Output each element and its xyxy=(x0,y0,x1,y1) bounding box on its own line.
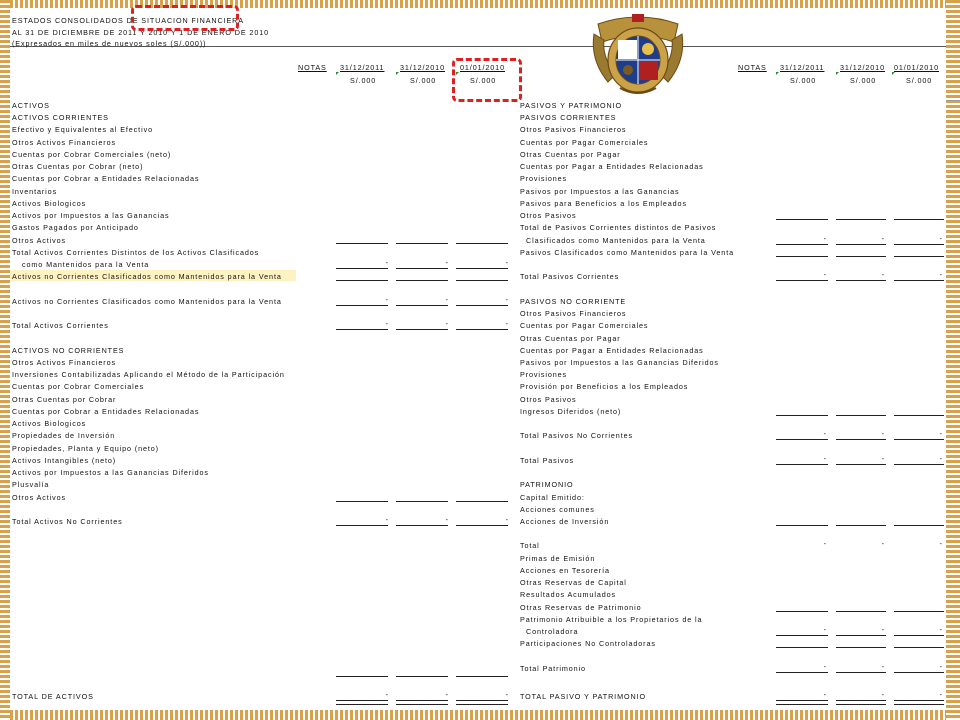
value-underline xyxy=(836,611,886,612)
left-row-label: Otras Cuentas por Cobrar (neto) xyxy=(12,162,144,171)
right-row-label: Acciones en Tesorería xyxy=(520,566,610,575)
value-underline xyxy=(776,219,828,220)
left-row-label: Total Activos Corrientes Distintos de los Activos Clasificados xyxy=(12,248,260,257)
right-row-label: TOTAL PASIVO Y PATRIMONIO xyxy=(520,692,646,701)
value-underline xyxy=(894,647,944,648)
left-row-label: TOTAL DE ACTIVOS xyxy=(12,692,94,701)
value-underline xyxy=(456,268,508,269)
value-underline xyxy=(836,672,886,673)
value-underline xyxy=(776,611,828,612)
left-row-label: Cuentas por Cobrar a Entidades Relacionadas xyxy=(12,407,200,416)
value-underline xyxy=(396,268,448,269)
column-header-2010-right: 31/12/2010 xyxy=(840,63,885,72)
value-underline xyxy=(336,525,388,526)
value-underline xyxy=(396,525,448,526)
right-row-label: Cuentas por Pagar Comerciales xyxy=(520,321,649,330)
value-cell: - xyxy=(881,662,884,671)
right-row-label: PASIVOS NO CORRIENTE xyxy=(520,297,627,306)
cell-comment-marker xyxy=(396,72,399,75)
value-cell: - xyxy=(939,270,942,279)
value-underline xyxy=(396,329,448,330)
left-row-label: Otros Activos Financieros xyxy=(12,358,116,367)
value-underline xyxy=(776,280,828,281)
right-row-label: Otros Pasivos xyxy=(520,395,577,404)
value-underline xyxy=(836,439,886,440)
financial-statement-sheet xyxy=(10,8,946,710)
value-cell: - xyxy=(881,690,884,699)
left-row-label: Activos por Impuestos a las Ganancias xyxy=(12,211,170,220)
left-row-label: ACTIVOS xyxy=(12,101,50,110)
value-cell: - xyxy=(823,690,826,699)
value-underline xyxy=(894,415,944,416)
unit-label: S/.000 xyxy=(410,76,437,85)
column-header-2010-jan: 01/01/2010 xyxy=(460,63,505,72)
left-row-label: Propiedades, Planta y Equipo (neto) xyxy=(12,444,159,453)
value-underline xyxy=(836,280,886,281)
value-cell: - xyxy=(445,319,448,328)
right-row-label: PASIVOS CORRIENTES xyxy=(520,113,617,122)
right-row-label: Pasivos Clasificados como Mantenidos para la Venta xyxy=(520,248,734,257)
value-underline xyxy=(336,268,388,269)
column-header-2011: 31/12/2011 xyxy=(340,63,385,72)
column-header-notas-right: NOTAS xyxy=(738,63,767,72)
value-cell: - xyxy=(939,234,942,243)
left-row-label: Otros Activos xyxy=(12,493,67,502)
left-row-label: Plusvalía xyxy=(12,480,50,489)
left-row-label: Activos Intangibles (neto) xyxy=(12,456,117,465)
value-cell: - xyxy=(939,454,942,463)
right-row-label: Otros Pasivos Financieros xyxy=(520,125,627,134)
value-underline xyxy=(776,244,828,245)
value-underline xyxy=(336,305,388,306)
right-row-label: Total Patrimonio xyxy=(520,664,586,673)
value-underline xyxy=(894,244,944,245)
value-cell: - xyxy=(823,270,826,279)
value-underline xyxy=(776,672,828,673)
cell-comment-marker xyxy=(892,72,895,75)
right-row-label: Cuentas por Pagar a Entidades Relacionadas xyxy=(520,346,704,355)
value-cell: - xyxy=(823,539,826,548)
value-cell: - xyxy=(505,258,508,267)
cell-comment-marker xyxy=(836,72,839,75)
value-cell: - xyxy=(881,429,884,438)
value-cell: - xyxy=(823,662,826,671)
left-row-label: Otras Cuentas por Cobrar xyxy=(12,395,117,404)
value-cell: - xyxy=(385,319,388,328)
right-row-label: Pasivos por Impuestos a las Ganancias Diferidos xyxy=(520,358,719,367)
value-cell: - xyxy=(939,625,942,634)
unit-label: S/.000 xyxy=(790,76,817,85)
left-row-label: Activos por Impuestos a las Ganancias Diferidos xyxy=(12,468,209,477)
right-row-label: Primas de Emisión xyxy=(520,554,596,563)
value-underline xyxy=(396,280,448,281)
unit-label: S/.000 xyxy=(350,76,377,85)
left-row-label: Total Activos Corrientes xyxy=(12,321,109,330)
value-underline xyxy=(836,647,886,648)
university-crest-icon xyxy=(590,12,686,98)
right-row-label: Provisión por Beneficios a los Empleados xyxy=(520,382,689,391)
value-underline xyxy=(336,280,388,281)
value-cell: - xyxy=(505,515,508,524)
value-cell: - xyxy=(823,234,826,243)
value-underline xyxy=(836,244,886,245)
value-underline xyxy=(836,635,886,636)
right-row-label: Cuentas por Pagar Comerciales xyxy=(520,138,649,147)
value-underline xyxy=(336,676,388,677)
value-cell: - xyxy=(445,295,448,304)
value-underline xyxy=(894,439,944,440)
unit-label: S/.000 xyxy=(906,76,933,85)
value-cell: - xyxy=(823,625,826,634)
right-row-label: Total de Pasivos Corrientes distintos de Pasivos xyxy=(520,223,717,232)
right-row-label: Total Pasivos xyxy=(520,456,575,465)
value-underline xyxy=(836,525,886,526)
left-row-label: ACTIVOS NO CORRIENTES xyxy=(12,346,125,355)
value-underline xyxy=(894,635,944,636)
value-cell: - xyxy=(445,690,448,699)
decorative-border-bottom xyxy=(0,710,960,720)
right-row-label: Total Pasivos No Corrientes xyxy=(520,431,633,440)
right-row-label: Capital Emitido: xyxy=(520,493,585,502)
left-row-label: ACTIVOS CORRIENTES xyxy=(12,113,109,122)
highlight-box-column xyxy=(452,58,522,102)
value-double-underline xyxy=(776,700,828,705)
right-row-label: Clasificados como Mantenidos para la Venta xyxy=(526,236,706,245)
cell-comment-marker xyxy=(776,72,779,75)
value-underline xyxy=(396,305,448,306)
right-row-label: Provisiones xyxy=(520,174,568,183)
value-cell: - xyxy=(881,539,884,548)
value-underline xyxy=(894,280,944,281)
value-double-underline xyxy=(456,700,508,705)
right-row-label: Pasivos para Beneficios a los Empleados xyxy=(520,199,687,208)
value-underline xyxy=(336,501,388,502)
value-underline xyxy=(836,415,886,416)
right-row-label: Acciones comunes xyxy=(520,505,595,514)
right-row-label: Total xyxy=(520,541,540,550)
column-header-2010-jan-right: 01/01/2010 xyxy=(894,63,939,72)
value-cell: - xyxy=(445,515,448,524)
value-cell: - xyxy=(385,258,388,267)
value-underline xyxy=(456,280,508,281)
right-row-label: Cuentas por Pagar a Entidades Relacionadas xyxy=(520,162,704,171)
right-row-label: Participaciones No Controladoras xyxy=(520,639,656,648)
value-cell: - xyxy=(881,625,884,634)
value-underline xyxy=(776,647,828,648)
value-underline xyxy=(894,464,944,465)
right-row-label: Provisiones xyxy=(520,370,568,379)
left-row-label: Activos Biologicos xyxy=(12,199,87,208)
value-underline xyxy=(776,635,828,636)
unit-label: S/.000 xyxy=(470,76,497,85)
left-row-label: Otros Activos Financieros xyxy=(12,138,116,147)
left-row-label: como Mantenidos para la Venta xyxy=(22,260,150,269)
value-double-underline xyxy=(836,700,886,705)
right-row-label: Otros Pasivos Financieros xyxy=(520,309,627,318)
value-underline xyxy=(836,219,886,220)
right-row-label: Ingresos Diferidos (neto) xyxy=(520,407,622,416)
value-underline xyxy=(894,525,944,526)
right-row-label: Otras Cuentas por Pagar xyxy=(520,334,621,343)
left-row-label: Cuentas por Cobrar Comerciales (neto) xyxy=(12,150,172,159)
value-underline xyxy=(456,305,508,306)
statement-currency-note: (Expresados en miles de nuevos soles (S/.000)) xyxy=(12,39,207,48)
value-cell: - xyxy=(939,429,942,438)
right-row-label: Patrimonio Atribuible a los Propietarios de la xyxy=(520,615,703,624)
column-header-notas: NOTAS xyxy=(298,63,327,72)
value-underline xyxy=(456,676,508,677)
value-double-underline xyxy=(894,700,944,705)
value-double-underline xyxy=(396,700,448,705)
value-double-underline xyxy=(336,700,388,705)
right-row-label: Otras Cuentas por Pagar xyxy=(520,150,621,159)
right-row-label: Otros Pasivos xyxy=(520,211,577,220)
right-row-label: Otras Reservas de Patrimonio xyxy=(520,603,642,612)
right-row-label: PASIVOS Y PATRIMONIO xyxy=(520,101,623,110)
value-underline xyxy=(336,243,388,244)
statement-date: AL 31 DE DICIEMBRE DE 2011 Y 2010 Y 1 DE ENERO DE 2010 xyxy=(12,28,270,37)
right-row-label: Otras Reservas de Capital xyxy=(520,578,627,587)
left-row-label: Cuentas por Cobrar a Entidades Relacionadas xyxy=(12,174,200,183)
decorative-border-left xyxy=(0,0,10,720)
left-row-label: Inversiones Contabilizadas Aplicando el Método de la Participación xyxy=(12,370,285,379)
cell-comment-marker xyxy=(336,72,339,75)
value-cell: - xyxy=(505,690,508,699)
value-underline xyxy=(456,501,508,502)
value-cell: - xyxy=(939,662,942,671)
unit-label: S/.000 xyxy=(850,76,877,85)
value-underline xyxy=(776,525,828,526)
right-row-label: Controladora xyxy=(526,627,579,636)
value-underline xyxy=(894,611,944,612)
column-header-2010: 31/12/2010 xyxy=(400,63,445,72)
left-row-label: Gastos Pagados por Anticipado xyxy=(12,223,139,232)
left-row-label: Efectivo y Equivalentes al Efectivo xyxy=(12,125,153,134)
value-underline xyxy=(836,464,886,465)
left-row-label: Cuentas por Cobrar Comerciales xyxy=(12,382,145,391)
value-underline xyxy=(336,329,388,330)
value-underline xyxy=(894,219,944,220)
value-cell: - xyxy=(823,454,826,463)
value-underline xyxy=(456,525,508,526)
left-row-label: Total Activos No Corrientes xyxy=(12,517,123,526)
left-row-label: Activos Biologicos xyxy=(12,419,87,428)
value-cell: - xyxy=(385,690,388,699)
statement-title: ESTADOS CONSOLIDADOS DE SITUACION FINANCIERA xyxy=(12,16,244,25)
right-row-label: Resultados Acumulados xyxy=(520,590,617,599)
value-cell: - xyxy=(505,319,508,328)
value-underline xyxy=(396,676,448,677)
value-underline xyxy=(396,243,448,244)
value-underline xyxy=(894,256,944,257)
value-cell: - xyxy=(881,454,884,463)
column-header-2011-right: 31/12/2011 xyxy=(780,63,825,72)
value-cell: - xyxy=(823,429,826,438)
value-underline xyxy=(456,243,508,244)
right-row-label: Pasivos por Impuestos a las Ganancias xyxy=(520,187,680,196)
left-row-label: Activos no Corrientes Clasificados como Mantenidos para la Venta xyxy=(12,297,282,306)
right-row-label: Total Pasivos Corrientes xyxy=(520,272,620,281)
value-underline xyxy=(776,464,828,465)
value-cell: - xyxy=(881,270,884,279)
left-row-label: Otros Activos xyxy=(12,236,67,245)
right-row-label: Acciones de Inversión xyxy=(520,517,610,526)
value-underline xyxy=(776,256,828,257)
value-underline xyxy=(456,329,508,330)
value-cell: - xyxy=(939,539,942,548)
value-cell: - xyxy=(939,690,942,699)
highlight-box-title xyxy=(131,5,239,31)
value-underline xyxy=(776,439,828,440)
value-underline xyxy=(836,256,886,257)
value-cell: - xyxy=(385,295,388,304)
left-row-label: Inventarios xyxy=(12,187,58,196)
value-cell: - xyxy=(881,234,884,243)
value-cell: - xyxy=(505,295,508,304)
value-underline xyxy=(776,415,828,416)
left-row-label: Activos no Corrientes Clasificados como Mantenidos para la Venta xyxy=(12,272,282,281)
value-cell: - xyxy=(445,258,448,267)
right-row-label: PATRIMONIO xyxy=(520,480,574,489)
value-underline xyxy=(894,672,944,673)
value-underline xyxy=(396,501,448,502)
decorative-border-right xyxy=(946,0,960,720)
value-cell: - xyxy=(385,515,388,524)
left-row-label: Propiedades de Inversión xyxy=(12,431,116,440)
